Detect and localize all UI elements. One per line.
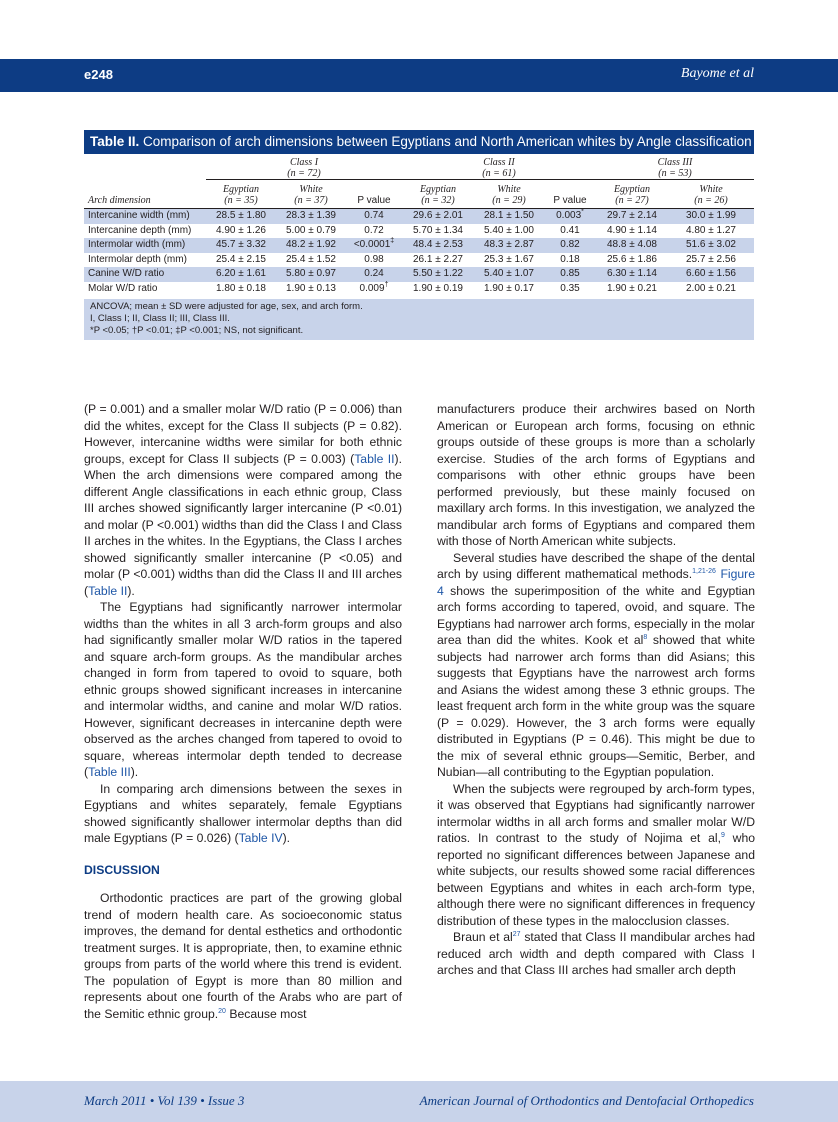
col-egyptian: Egyptian (n = 35) [222, 184, 260, 206]
col-white: White (n = 26) [694, 184, 728, 206]
table-row: Intercanine depth (mm) 4.90 ± 1.26 5.00 ± 0.79 0.72 5.70 ± 1.34 5.40 ± 1.00 0.41 4.90 ± 1.14 4.80 ± 1.27 [88, 224, 736, 236]
col-white: White (n = 29) [492, 184, 526, 206]
paragraph: The Egyptians had significantly narrower intermolar widths than the whites in all 3 arch-form groups and also had significantly smaller molar W/D ratios in the tapered and square arch-form groups. As the mandibular arches changed in form from tapered to ovoid to square, both ethnic groups showed significant increases in intercanine and intermolar widths, and canine and molar W/D ratios. However, significant decreases in intercanine depth were observed as the arches changed from tapered to ovoid to square, whereas intermolar depth tended to decrease (Table III). [84, 600, 402, 779]
group-class-iii: Class III (n = 53) [596, 154, 754, 180]
table-ii-link[interactable]: Table II [354, 451, 395, 466]
col-pvalue: P value [553, 195, 587, 206]
paragraph: Orthodontic practices are part of the growing global trend of modern health care. As socioeconomic status improves, the demand for dental esthetics and orthodontic treatment surges. It is appropriate, then, to examine ethnic groups from parts of the world where this trend is evident. The population of Egypt is more than 80 million and represents about one fourth of the Arabs who are part of the Semitic ethnic group.$^{20}$ Because most [84, 891, 402, 1021]
group-header-row [84, 154, 754, 180]
column-header-row [84, 180, 754, 209]
table-caption: Comparison of arch dimensions between Egyptians and North American whites by Angle classification [143, 134, 752, 149]
paragraph: Braun et $al^{27}$ stated that Class II mandibular arches had reduced arch width and depth compared with Class I arches and that Class III arches had smaller arch depth [437, 930, 756, 977]
discussion-heading: DISCUSSION [84, 862, 160, 877]
running-head: Bayome et al [680, 66, 754, 81]
page-number: e248 [84, 67, 113, 82]
col-white: White (n = 37) [294, 184, 328, 206]
left-column [84, 401, 402, 1022]
group-class-i: Class I (n = 72) [206, 154, 402, 180]
col-egyptian: Egyptian (n = 32) [419, 184, 457, 206]
paragraph: (P = 0.001) and a smaller molar W/D ratio (P = 0.006) than did the whites, except for the Class II subjects (P = 0.82). However, intercanine widths were similar for both ethnic groups, except for Class II subjects (P = 0.003) (Table II). When the arch dimensions were compared among the different Angle classifications in each ethnic group, Class III arches showed significantly larger intercanine (P <0.01) and molar (P <0.001) widths than did the Class I and Class II arches in the whites. In the Egyptians, the Class I arches showed significantly smaller intercanine (P <0.05) and molar (P <0.001) widths than did the Class II and III arches (Table II). [84, 402, 402, 598]
table-label: Table II. [90, 134, 140, 149]
table-row: Molar W/D ratio 1.80 ± 0.18 1.90 ± 0.13 0.009† 1.90 ± 0.19 1.90 ± 0.17 0.35 1.90 ± 0.21 2.00 ± 0.21 [88, 281, 736, 294]
paragraph: When the subjects were regrouped by arch-form types, it was observed that Egyptians had significantly narrower intermolar widths in all arch forms and smaller molar W/D ratios. In contrast to the study of Nojima et al,$^9$ who reported no significant differences between Japanese and white subjects, our results showed some racial differences between Egyptians and whites in each arch-form type, although there were no significant differences in frequency distribution of these types in the malocclusion classes. [437, 781, 755, 928]
issue-info: March 2011 • Vol 139 • Issue 3 [84, 1093, 245, 1108]
table-row: Canine W/D ratio 6.20 ± 1.61 5.80 ± 0.97 0.24 5.50 ± 1.22 5.40 ± 1.07 0.85 6.30 ± 1.14 6.60 ± 1.56 [84, 267, 754, 282]
col-egyptian: Egyptian (n = 27) [613, 184, 651, 206]
table-row: Intermolar width (mm) 45.7 ± 3.32 48.2 ± 1.92 <0.0001‡ 48.4 ± 2.53 48.3 ± 2.87 0.82 48.8 ± 4.08 51.6 ± 3.02 [84, 238, 754, 253]
paragraph: manufacturers produce their archwires based on North American or European arch forms, focusing on ethnic groups outside of these groups is more than a scholarly exercise. Studies of the arch forms of Egyptians and comparisons with other ethnic groups have been performed previously, but these mainly focused on maxillary arch forms. In this investigation, we analyzed the mandibular arch forms of Egyptians and compared them with those of North American white subjects. [437, 402, 755, 548]
paragraph: In comparing arch dimensions between the sexes in Egyptians and whites separately, female Egyptians showed significantly shallower intermolar depths than did male Egyptians (P = 0.026) (Table IV). [84, 781, 402, 845]
figure-4-link[interactable]: Figure 4 [437, 567, 755, 598]
table-iv-link[interactable]: Table IV [238, 831, 283, 845]
row-header: Arch dimension [88, 195, 151, 206]
table-ii [84, 130, 754, 340]
right-column [437, 401, 755, 979]
table-notes: ANCOVA; mean ± SD were adjusted for age, sex, and arch form. I, Class I; II, Class II; III, Class III. *P <0.05; †P <0.01; ‡P <0.001; NS, not significant. [84, 299, 754, 340]
paragraph: Several studies have described the shape of the dental arch by using different mathematical methods.$^{1,21-26}$ Figure 4 shows the superimposition of the white and Egyptian arch forms according to tapered, ovoid, and square. The Egyptians had narrower arch forms, especially in the molar area than did the whites. Kook et $al^8$ showed that white subjects had narrower arch forms than did Asians; this suggests that Egyptians have the narrowest arch forms and Asians the widest among these 3 ethnic groups. The least frequent arch form in the white group was the square (P = 0.029). However, the 3 arch forms were equally distributed in Egyptians (P = 0.46). This might be due to the mix of several ethnic groups—Semitic, Berber, and Nubian—all contributing to the Egyptian population. [437, 550, 755, 779]
table-row: Intercanine width (mm) 28.5 ± 1.80 28.3 ± 1.39 0.74 29.6 ± 2.01 28.1 ± 1.50 0.003* 29.7 ± 2.14 30.0 ± 1.99 [84, 209, 754, 224]
page-header [0, 59, 838, 92]
journal-name: American Journal of Orthodontics and Dentofacial Orthopedics [419, 1093, 754, 1108]
data-table [84, 154, 754, 296]
group-class-ii: Class II (n = 61) [402, 154, 596, 180]
table-iii-link[interactable]: Table III [88, 765, 131, 779]
col-pvalue: P value [357, 195, 391, 206]
table-title [84, 130, 754, 154]
table-ii-link[interactable]: Table II [88, 583, 128, 598]
table-row: Intermolar depth (mm) 25.4 ± 2.15 25.4 ± 1.52 0.98 26.1 ± 2.27 25.3 ± 1.67 0.18 25.6 ± 1.86 25.7 ± 2.56 [88, 253, 736, 265]
page-footer [0, 1081, 838, 1122]
